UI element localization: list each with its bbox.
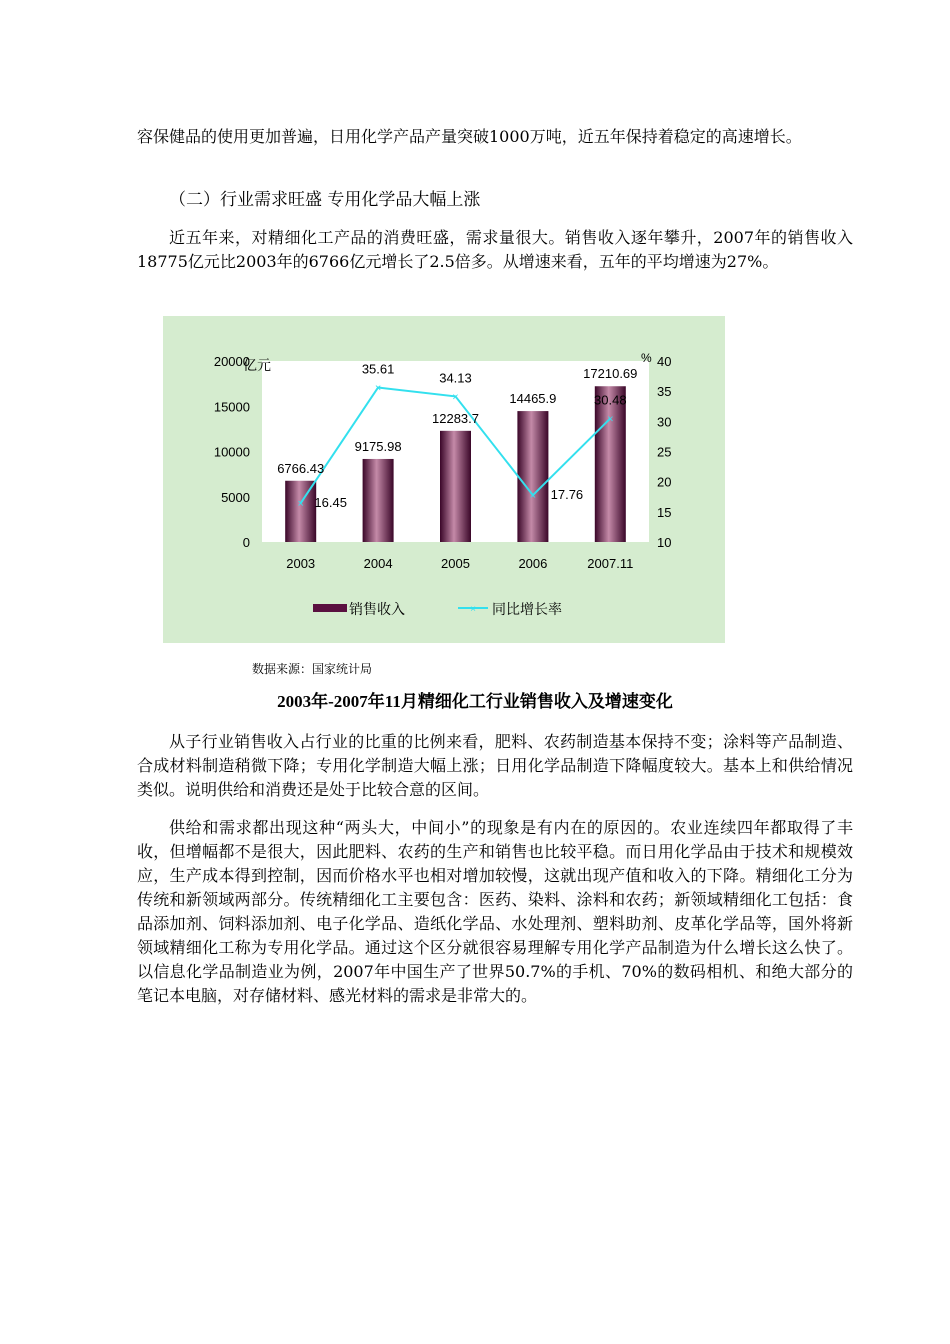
legend-line-marker: × [470,604,476,615]
right-axis-tick: 35 [657,384,672,400]
growth-rate-marker: × [374,382,382,395]
bar-2004 [363,459,394,542]
right-axis-tick: 20 [657,474,672,490]
bar-2005 [440,431,471,542]
growth-rate-marker: × [607,413,614,426]
bar-2003 [285,481,316,542]
growth-rate-marker: × [297,498,304,511]
left-axis-tick: 0 [242,535,250,550]
paragraph-2: 近五年来，对精细化工产品的消费旺盛，需求量很大。销售收入逐年攀升，2007年的销售收入18775亿元比2003年的6766亿元增长了2.5倍多。从增速来看，五年的平均增速为27%。 [137,228,853,271]
bar-data-label: 12283.7 [432,410,479,426]
right-axis-tick: 25 [657,444,672,460]
paragraph-1: 容保健品的使用更加普遍，日用化学产品产量突破1000万吨，近五年保持着稳定的高速增长。 [137,127,802,146]
x-axis-label: 2004 [363,556,393,571]
sales-growth-chart [163,316,725,643]
x-axis-label: 2005 [441,556,470,571]
right-axis-unit: % [641,351,652,365]
legend [313,601,562,617]
right-axis-tick: 10 [657,535,672,550]
legend-line-label: 同比增长率 [492,601,562,617]
bar-2006 [517,411,548,542]
x-axis-label: 2003 [286,556,316,571]
left-axis-tick: 15000 [213,399,250,415]
right-axis-tick: 15 [657,504,672,520]
bar-data-label: 9175.98 [354,438,402,454]
section-heading: （二）行业需求旺盛 专用化学品大幅上涨 [169,190,481,210]
chart-container [163,316,725,643]
x-axis-label: 2007.11 [587,556,634,571]
growth-rate-marker: × [452,391,459,404]
chart-caption: 2003年-2007年11月精细化工行业销售收入及增速变化 [277,692,673,711]
line-data-label: 30.48 [594,392,627,408]
x-axis-label: 2006 [518,556,548,571]
bar-data-label: 6766.43 [277,460,325,476]
legend-bar-label: 销售收入 [349,601,405,617]
line-data-label: 34.13 [439,370,472,386]
growth-rate-marker: × [529,490,537,503]
line-data-label: 16.45 [314,495,347,511]
left-axis-tick: 5000 [221,489,250,505]
right-axis-tick: 30 [657,414,672,430]
left-axis-unit: 亿元 [243,357,271,373]
right-axis-tick: 40 [657,354,672,369]
line-data-label: 17.76 [550,487,584,503]
paragraph-3: 从子行业销售收入占行业的比重的比例来看，肥料、农药制造基本保持不变；涂料等产品制造、合成材料制造稍微下降；专用化学制造大幅上涨；日用化学品制造下降幅度较大。基本上和供给情况类似。说明供给和消费还是处于比较合意的区间。 [137,732,853,799]
line-data-label: 35.61 [361,361,395,377]
paragraph-4: 供给和需求都出现这种“两头大，中间小”的现象是有内在的原因的。农业连续四年都取得了丰收，但增幅都不是很大，因此肥料、农药的生产和销售也比较平稳。而日用化学品由于技术和规模效应，生产成本得到控制，因而价格水平也相对增加较慢，这就出现产值和收入的下降。精细化工分为传统和新领域两部分。传统精细化工主要包含：医药、染料、涂料和农药；新领域精细化工包括：食品添加剂、饲料添加剂、电子化学品、造纸化学品、水处理剂、塑料助剂、皮革化学品等，国外将新领域精细化工称为专用化学品。通过这个区分就很容易理解专用化学产品制造为什么增长这么快了。以信息化学品制造业为例，2007年中国生产了世界50.7%的手机、70%的数码相机、和绝大部分的笔记本电脑，对存储材料、感光材料的需求是非常大的。 [137,818,853,1005]
left-axis-tick: 10000 [213,444,250,460]
bar-data-label: 14465.9 [509,391,557,407]
legend-bar-swatch [313,604,347,612]
data-source: 数据来源：国家统计局 [252,662,373,676]
left-axis-tick: 20000 [213,354,250,369]
bar-2007.11 [595,386,626,542]
bar-data-label: 17210.69 [583,366,638,382]
